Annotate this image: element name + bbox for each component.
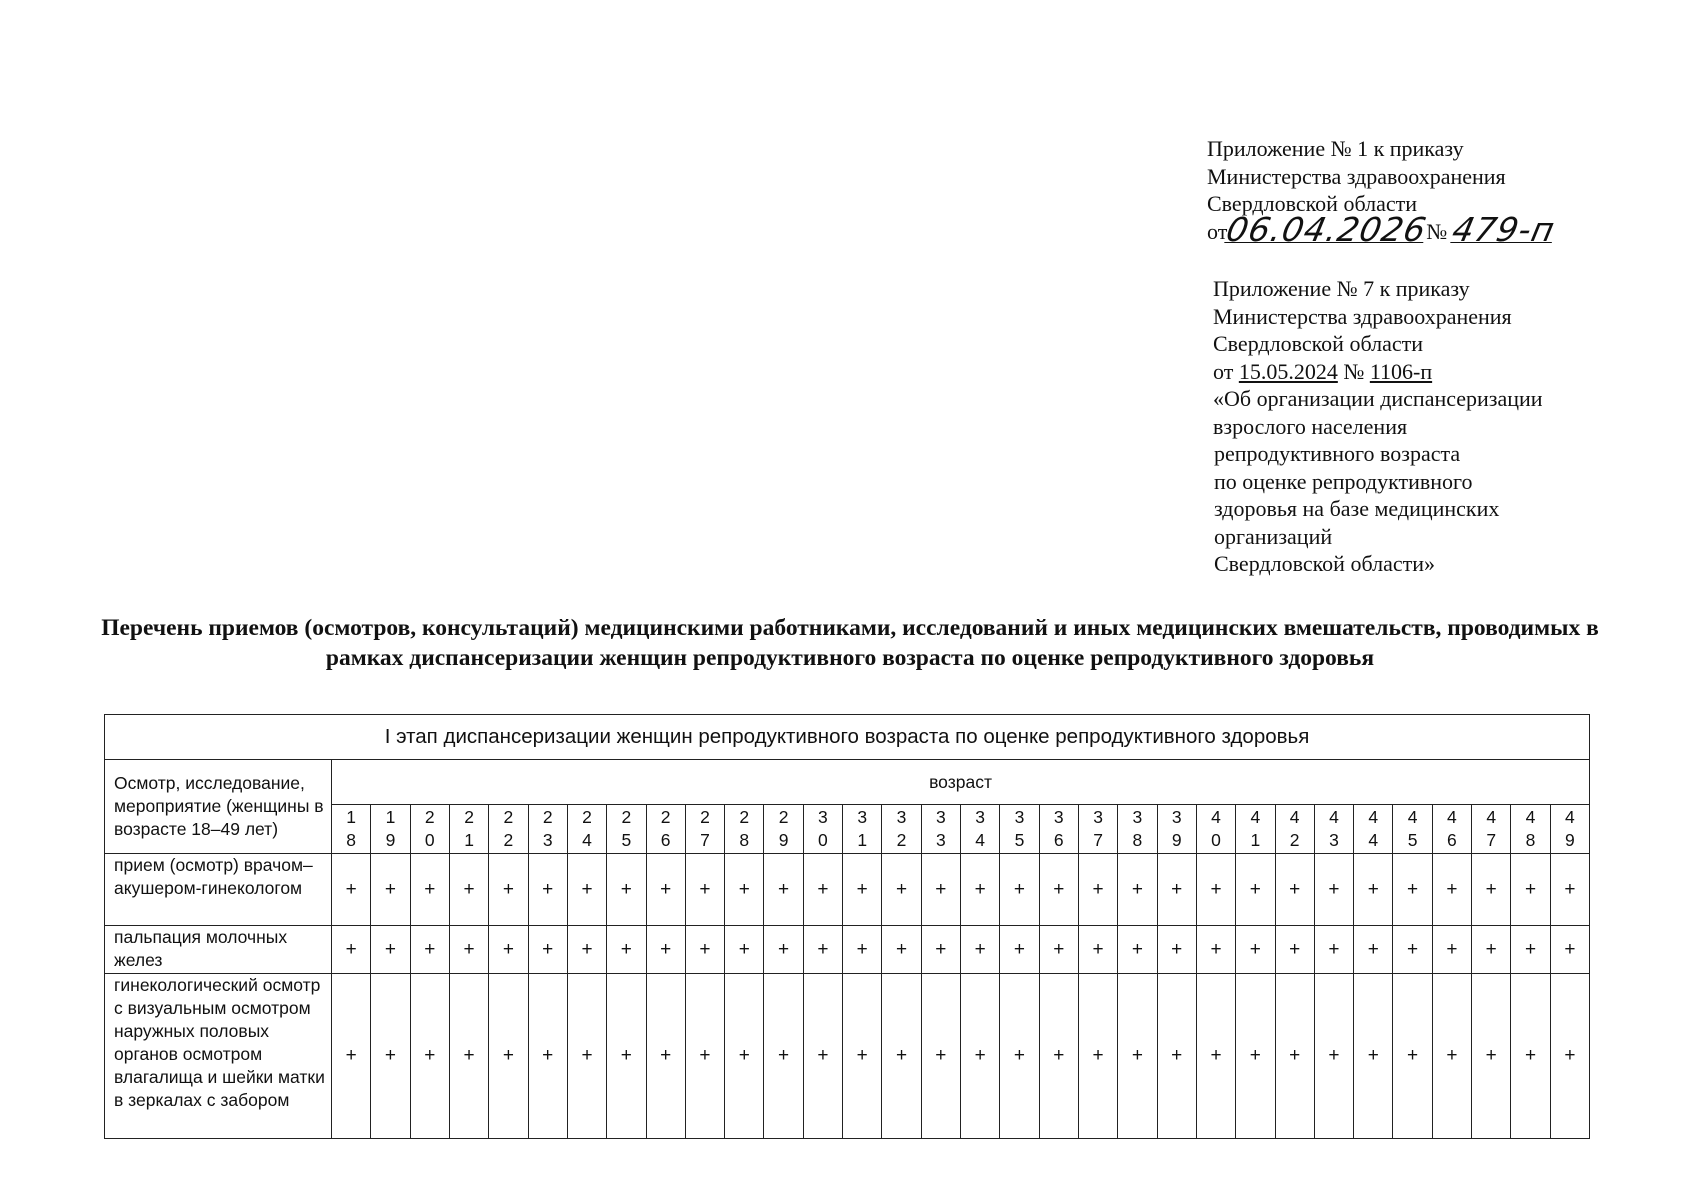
- age-cell: [567, 805, 606, 854]
- age-cell: [1078, 805, 1117, 854]
- age-cell: [1039, 805, 1078, 854]
- plus-mark: +: [685, 926, 724, 974]
- plus-mark: +: [803, 854, 842, 926]
- age-cell: [1236, 805, 1275, 854]
- plus-mark: +: [921, 926, 960, 974]
- plus-mark: +: [567, 854, 606, 926]
- plus-mark: +: [1550, 854, 1589, 926]
- age-value: 43: [1329, 807, 1339, 850]
- plus-mark: +: [764, 974, 803, 1139]
- annex-1-header: [1207, 135, 1559, 249]
- examinations-table: [104, 714, 1590, 1139]
- age-cell: [489, 805, 528, 854]
- plus-mark: +: [449, 854, 488, 926]
- age-cell: [1354, 805, 1393, 854]
- annex-7-subject-line: здоровья на базе медицинских: [1214, 496, 1500, 521]
- plus-mark: +: [961, 854, 1000, 926]
- plus-mark: +: [843, 926, 882, 974]
- plus-mark: +: [489, 974, 528, 1139]
- plus-mark: +: [1039, 974, 1078, 1139]
- plus-mark: +: [371, 974, 410, 1139]
- document-title: Перечень приемов (осмотров, консультаций) медицинскими работниками, исследований и иных медицинских вмешательств, проводимых в рамках диспансеризации женщин репродуктивного возраста по оценке репродуктивного здоровья: [101, 615, 1599, 671]
- plus-mark: +: [1236, 926, 1275, 974]
- plus-mark: +: [1393, 926, 1432, 974]
- annex-7-subject-line: Свердловской области»: [1214, 551, 1435, 576]
- plus-mark: +: [1118, 974, 1157, 1139]
- age-value: 46: [1447, 807, 1457, 850]
- plus-mark: +: [332, 926, 371, 974]
- age-cell: [843, 805, 882, 854]
- age-cell: [803, 805, 842, 854]
- age-value: 42: [1289, 807, 1300, 850]
- handwritten-number: 479-п: [1448, 209, 1559, 249]
- plus-mark: +: [1314, 854, 1353, 926]
- row-label: прием (осмотр) врачом– акушером-гинекологом: [105, 854, 332, 926]
- age-value: 44: [1368, 807, 1379, 850]
- plus-mark: +: [685, 974, 724, 1139]
- plus-mark: +: [449, 974, 488, 1139]
- age-value: 45: [1407, 807, 1418, 850]
- annex-7-subject-line: по оценке репродуктивного: [1214, 468, 1473, 494]
- age-cell: [449, 805, 488, 854]
- annex-7-date: 15.05.2024: [1238, 358, 1338, 384]
- plus-mark: +: [1236, 854, 1275, 926]
- age-value: 22: [503, 807, 514, 850]
- plus-mark: +: [489, 926, 528, 974]
- plus-mark: +: [1275, 854, 1314, 926]
- plus-mark: +: [921, 854, 960, 926]
- plus-mark: +: [1511, 974, 1550, 1139]
- plus-mark: +: [1039, 854, 1078, 926]
- row-header: Осмотр, исследование, мероприятие (женщины в возрасте 18–49 лет): [105, 760, 332, 854]
- plus-mark: +: [567, 926, 606, 974]
- age-cell: [764, 805, 803, 854]
- age-cell: [725, 805, 764, 854]
- annex-1-line-3: Свердловской области: [1207, 191, 1417, 216]
- plus-mark: +: [1472, 974, 1511, 1139]
- plus-mark: +: [1550, 926, 1589, 974]
- age-cell: [1472, 805, 1511, 854]
- age-value: 24: [582, 807, 592, 850]
- age-value: 25: [621, 807, 632, 850]
- table-row: [105, 926, 1590, 974]
- plus-mark: +: [961, 974, 1000, 1139]
- plus-mark: +: [1393, 854, 1432, 926]
- plus-mark: +: [371, 926, 410, 974]
- age-cell: [1314, 805, 1353, 854]
- plus-mark: +: [1039, 926, 1078, 974]
- age-cell: [1393, 805, 1432, 854]
- stage-header-row: [105, 715, 1590, 760]
- plus-mark: +: [921, 974, 960, 1139]
- plus-mark: +: [764, 926, 803, 974]
- plus-mark: +: [567, 974, 606, 1139]
- annex-7-date-line: [1213, 358, 1543, 386]
- plus-mark: +: [843, 974, 882, 1139]
- plus-mark: +: [1354, 854, 1393, 926]
- plus-mark: +: [607, 926, 646, 974]
- plus-mark: +: [410, 974, 449, 1139]
- age-cell: [1000, 805, 1039, 854]
- annex-1-from-label: от: [1207, 218, 1228, 244]
- plus-mark: +: [843, 854, 882, 926]
- age-value: 48: [1525, 807, 1536, 850]
- age-value: 49: [1564, 807, 1575, 850]
- plus-mark: +: [371, 854, 410, 926]
- plus-mark: +: [961, 926, 1000, 974]
- age-cell: [1196, 805, 1235, 854]
- plus-mark: +: [882, 974, 921, 1139]
- age-value: 19: [385, 807, 396, 850]
- age-value: 30: [818, 807, 828, 850]
- age-value: 37: [1093, 807, 1103, 850]
- plus-mark: +: [1275, 974, 1314, 1139]
- age-value: 35: [1014, 807, 1025, 850]
- plus-mark: +: [410, 854, 449, 926]
- annex-7-line-3: Свердловской области: [1213, 331, 1423, 356]
- plus-mark: +: [332, 854, 371, 926]
- age-value: 26: [660, 807, 671, 850]
- age-value: 40: [1211, 807, 1221, 850]
- plus-mark: +: [1432, 926, 1471, 974]
- age-value: 36: [1053, 807, 1064, 850]
- age-value: 47: [1486, 807, 1497, 850]
- age-cell: [921, 805, 960, 854]
- annex-7-subject-line: организаций: [1214, 523, 1333, 549]
- plus-mark: +: [1393, 974, 1432, 1139]
- plus-mark: +: [1118, 926, 1157, 974]
- plus-mark: +: [449, 926, 488, 974]
- age-value: 23: [542, 807, 553, 850]
- plus-mark: +: [1314, 926, 1353, 974]
- age-value: 38: [1132, 807, 1143, 850]
- age-cell: [528, 805, 567, 854]
- age-cell: [332, 805, 371, 854]
- plus-mark: +: [725, 926, 764, 974]
- age-value: 28: [739, 807, 750, 850]
- age-cell: [607, 805, 646, 854]
- plus-mark: +: [1275, 926, 1314, 974]
- plus-mark: +: [1354, 926, 1393, 974]
- age-header: возраст: [332, 760, 1590, 805]
- table-row: [105, 974, 1590, 1139]
- annex-7-header: [1213, 275, 1543, 578]
- plus-mark: +: [1078, 974, 1117, 1139]
- plus-mark: +: [1196, 974, 1235, 1139]
- plus-mark: +: [410, 926, 449, 974]
- plus-mark: +: [646, 926, 685, 974]
- plus-mark: +: [725, 854, 764, 926]
- plus-mark: +: [528, 926, 567, 974]
- plus-mark: +: [725, 974, 764, 1139]
- age-value: 18: [346, 807, 357, 850]
- age-cell: [882, 805, 921, 854]
- age-cell: [961, 805, 1000, 854]
- age-header-row: [105, 760, 1590, 805]
- age-value: 32: [896, 807, 907, 850]
- age-value: 29: [778, 807, 789, 850]
- plus-mark: +: [882, 854, 921, 926]
- plus-mark: +: [332, 974, 371, 1139]
- age-cell: [371, 805, 410, 854]
- age-cell: [1432, 805, 1471, 854]
- annex-7-subject-line: взрослого населения: [1213, 413, 1408, 439]
- annex-7-number-label: №: [1343, 358, 1365, 384]
- plus-mark: +: [882, 926, 921, 974]
- age-cell: [1511, 805, 1550, 854]
- plus-mark: +: [646, 974, 685, 1139]
- plus-mark: +: [1236, 974, 1275, 1139]
- age-value: 31: [857, 807, 868, 850]
- age-value: 20: [424, 807, 435, 850]
- plus-mark: +: [646, 854, 685, 926]
- annex-7-line-1: Приложение № 7 к приказу: [1213, 276, 1470, 301]
- plus-mark: +: [764, 854, 803, 926]
- age-cell: [410, 805, 449, 854]
- age-cell: [646, 805, 685, 854]
- plus-mark: +: [1000, 974, 1039, 1139]
- age-value: 41: [1250, 807, 1261, 850]
- plus-mark: +: [528, 974, 567, 1139]
- plus-mark: +: [1354, 974, 1393, 1139]
- age-value: 27: [700, 807, 710, 850]
- annex-7-subject-line: репродуктивного возраста: [1214, 441, 1461, 466]
- plus-mark: +: [607, 854, 646, 926]
- plus-mark: +: [1157, 926, 1196, 974]
- row-label: гинекологический осмотр с визуальным осмотром наружных половых органов осмотром влагалища и шейки матки в зеркалах с забором: [105, 974, 332, 1139]
- age-cell: [685, 805, 724, 854]
- handwritten-date: 06.04.2026: [1223, 209, 1431, 249]
- plus-mark: +: [1432, 974, 1471, 1139]
- annex-7-from-label: от: [1213, 358, 1234, 384]
- plus-mark: +: [1511, 926, 1550, 974]
- plus-mark: +: [1472, 926, 1511, 974]
- stage-header: I этап диспансеризации женщин репродуктивного возраста по оценке репродуктивного здоровья: [105, 715, 1590, 760]
- annex-1-date-line: [1207, 209, 1559, 249]
- plus-mark: +: [1196, 854, 1235, 926]
- age-value: 21: [464, 807, 474, 850]
- age-cell: [1118, 805, 1157, 854]
- plus-mark: +: [803, 974, 842, 1139]
- age-cell: [1157, 805, 1196, 854]
- annex-7-number: 1106-п: [1369, 358, 1433, 384]
- plus-mark: +: [1157, 854, 1196, 926]
- plus-mark: +: [607, 974, 646, 1139]
- age-value: 34: [975, 807, 986, 850]
- plus-mark: +: [1118, 854, 1157, 926]
- plus-mark: +: [1000, 854, 1039, 926]
- age-value: 33: [935, 807, 946, 850]
- plus-mark: +: [1314, 974, 1353, 1139]
- plus-mark: +: [1196, 926, 1235, 974]
- age-cell: [1550, 805, 1589, 854]
- annex-1-line-1: Приложение № 1 к приказу: [1207, 136, 1464, 161]
- annex-7-line-2: Министерства здравоохранения: [1213, 303, 1512, 329]
- plus-mark: +: [489, 854, 528, 926]
- plus-mark: +: [1078, 854, 1117, 926]
- annex-1-line-2: Министерства здравоохранения: [1207, 163, 1506, 189]
- age-cell: [1275, 805, 1314, 854]
- annex-7-subject: [1213, 385, 1543, 578]
- table-row: [105, 854, 1590, 926]
- annex-7-subject-line: «Об организации диспансеризации: [1213, 386, 1543, 411]
- plus-mark: +: [1550, 974, 1589, 1139]
- plus-mark: +: [685, 854, 724, 926]
- plus-mark: +: [1078, 926, 1117, 974]
- age-value: 39: [1171, 807, 1182, 850]
- plus-mark: +: [803, 926, 842, 974]
- annex-1-number-label: №: [1426, 218, 1448, 244]
- plus-mark: +: [1472, 854, 1511, 926]
- plus-mark: +: [1000, 926, 1039, 974]
- plus-mark: +: [1511, 854, 1550, 926]
- plus-mark: +: [528, 854, 567, 926]
- plus-mark: +: [1432, 854, 1471, 926]
- row-label: пальпация молочных желез: [105, 926, 332, 974]
- plus-mark: +: [1157, 974, 1196, 1139]
